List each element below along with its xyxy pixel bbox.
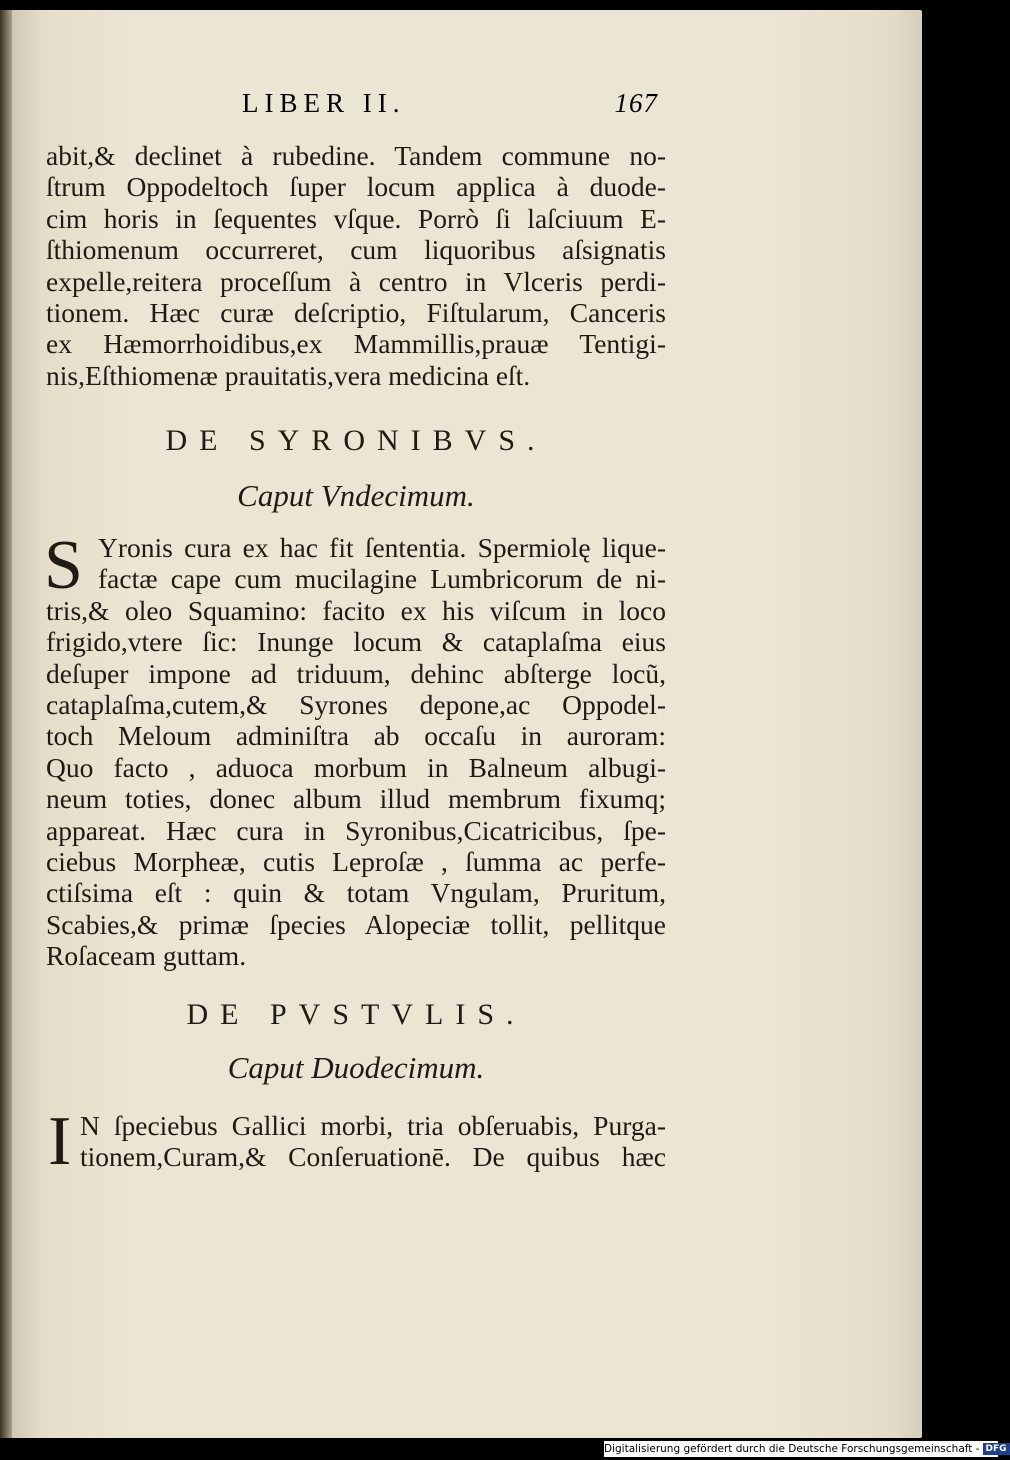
text-line: ex Hæmorrhoidibus,ex Mammillis,prauæ Tentigi- (46, 328, 666, 360)
text-line: ciebus Morpheæ, cutis Leproſæ , ſumma ac perfe- (46, 846, 666, 878)
text-line: tionem. Hæc curæ deſcriptio, Fiſtularum, Canceris (46, 297, 666, 329)
chapter-heading-syronibus: DE SYRONIBVS. (165, 424, 547, 457)
text-line: cim horis in ſequentes vſque. Porrò ſi laſciuum E- (46, 202, 666, 234)
text-line: N ſpeciebus Gallici morbi, tria obſeruabis, Purga- (80, 1110, 666, 1141)
section2-paragraph (44, 527, 666, 972)
chapter-heading-pustulis: DE PVSTVLIS. (186, 998, 526, 1031)
text-line: Yronis cura ex hac fit ſententia. Spermiolę lique- (98, 532, 666, 563)
running-header (46, 88, 666, 128)
text-line: Scabies,& primæ ſpecies Alopeciæ tollit, pellitque (46, 908, 666, 940)
text-line: cataplaſma,cutem,& Syrones depone,ac Oppodel- (46, 689, 666, 721)
section1-paragraph (46, 140, 666, 391)
credit-text: Digitalisierung gefördert durch die Deutsche Forschungsgemeinschaft - (604, 1443, 980, 1455)
text-line: toch Meloum adminiſtra ab occaſu in auroram: (46, 720, 666, 752)
page-number: 167 (614, 88, 658, 118)
chapter-subtitle-duodecimum: Caput Duodecimum. (227, 1050, 485, 1085)
text-line: abit,& declinet à rubedine. Tandem commune no- (46, 140, 666, 171)
text-line: neum toties, donec album illud membrum fixumq; (46, 783, 666, 815)
text-line: Quo facto , aduoca morbum in Balneum albugi- (46, 751, 666, 783)
text-line: nis,Eſthiomenæ prauitatis,vera medicina eſt. (46, 359, 531, 391)
text-line: ctiſsima eſt : quin & totam Vngulam, Pruritum, (46, 877, 666, 909)
running-title: LIBER II. (242, 88, 406, 118)
text-line: Roſaceam guttam. (46, 940, 247, 972)
digitization-credit (604, 1441, 1007, 1457)
text-line: deſuper impone ad triduum, dehinc abſterge locũ, (46, 657, 666, 689)
section3-paragraph (46, 1103, 666, 1180)
text-line: expelle,reitera proceſſum à centro in Vlceris perdi- (46, 265, 666, 297)
text-line: ſthiomenum occurreret, cum liquoribus aſsignatis (46, 234, 666, 266)
text-line: factæ cape cum mucilagine Lumbricorum de ni- (98, 563, 666, 595)
drop-cap-i: I (48, 1103, 72, 1180)
text-line: tris,& oleo Squamino: facito ex his viſcum in loco (46, 594, 666, 626)
drop-cap-s: S (44, 527, 83, 604)
text-line: ſtrum Oppodeltoch ſuper locum applica à duode- (46, 171, 666, 203)
chapter-subtitle-undecimum: Caput Vndecimum. (237, 478, 475, 513)
dfg-logo: DFG (983, 1443, 1010, 1455)
text-line: tionem,Curam,& Conſeruationē. De quibus hæc (80, 1141, 666, 1173)
text-line: frigido,vtere ſic: Inunge locum & cataplaſma eius (46, 626, 666, 658)
text-line: appareat. Hæc cura in Syronibus,Cicatricibus, ſpe- (46, 814, 666, 846)
